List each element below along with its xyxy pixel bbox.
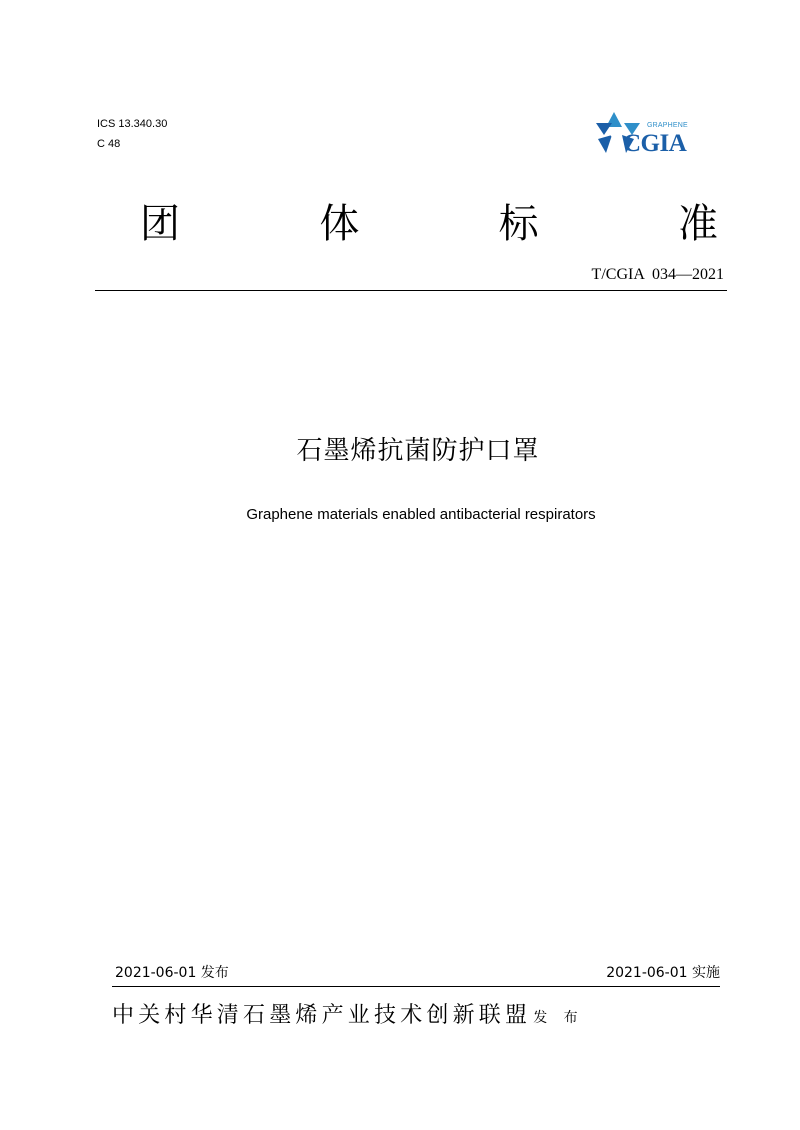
footer-divider	[112, 986, 720, 987]
publish-date: 2021-06-01 发布	[115, 965, 229, 981]
standard-type-char: 准	[677, 201, 718, 247]
standard-type-char: 体	[319, 201, 360, 247]
header-divider	[95, 290, 727, 291]
ics-code: ICS 13.340.30	[97, 118, 168, 130]
document-title-en: Graphene materials enabled antibacterial respirators	[246, 506, 596, 523]
standard-code: T/CGIA 034—2021	[591, 266, 724, 283]
standard-type-char: 标	[498, 201, 539, 247]
implement-date: 2021-06-01 实施	[606, 965, 720, 981]
logo-graphene-text: GRAPHENE	[647, 122, 688, 129]
standard-type-char: 团	[140, 201, 180, 247]
document-title-cn: 石墨烯抗菌防护口罩	[296, 436, 540, 466]
standard-type-heading	[140, 198, 718, 250]
classification-code: C 48	[97, 138, 121, 150]
issuer-suffix: 发 布	[533, 1010, 584, 1026]
issuer-name: 中关村华清石墨烯产业技术创新联盟	[112, 1003, 532, 1028]
issuer-line	[112, 998, 722, 1038]
cgia-logo	[594, 109, 704, 157]
logo-cgia-text: CGIA	[623, 130, 687, 157]
